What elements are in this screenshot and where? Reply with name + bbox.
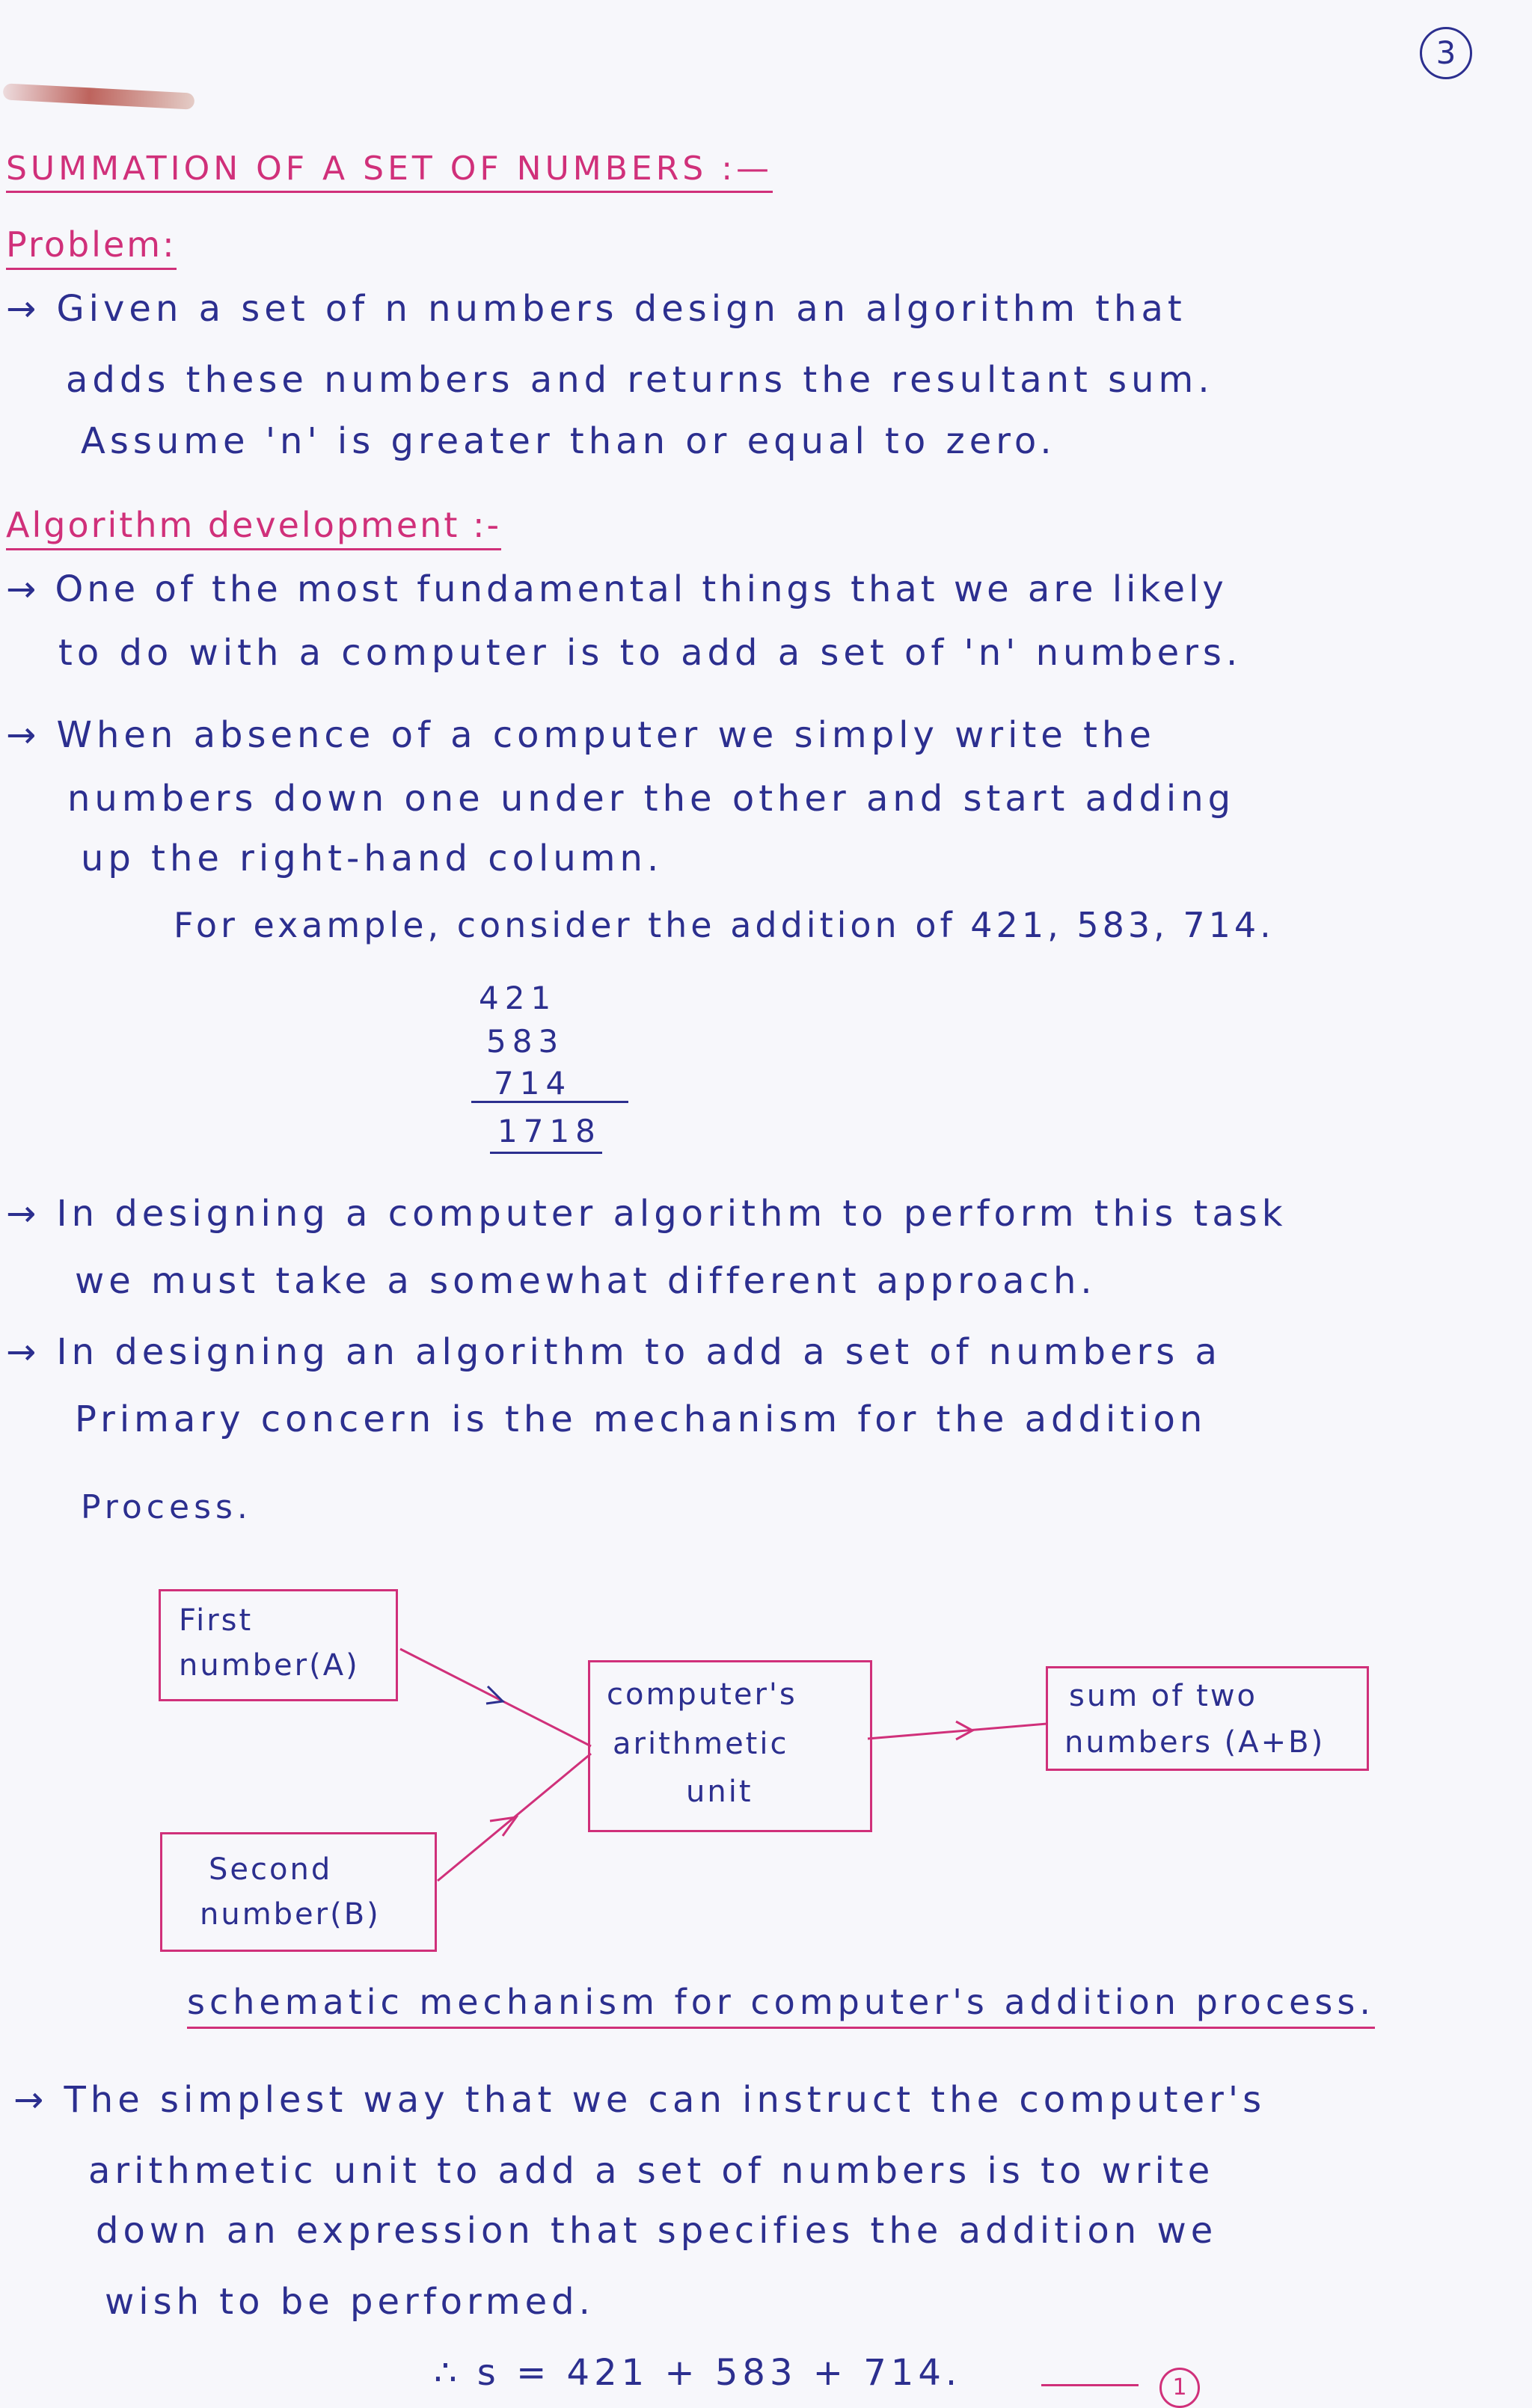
page-title: SUMMATION OF A SET OF NUMBERS :—	[6, 150, 773, 193]
closing-line-4: wish to be performed.	[105, 2281, 595, 2323]
second-number-box	[160, 1832, 437, 1952]
para2-line-2: numbers down one under the other and start adding	[67, 778, 1236, 820]
equation-number-marker: 1	[1159, 2368, 1200, 2408]
para4-line-1: → In designing an algorithm to add a set of numbers a	[6, 1331, 1222, 1373]
example-line: For example, consider the addition of 421, 583, 714.	[174, 905, 1275, 945]
addition-operand-3: 714	[494, 1065, 572, 1102]
sum-box-line-1: sum of two	[1069, 1679, 1258, 1713]
page-number: 3	[1420, 27, 1472, 79]
arithmetic-unit-box	[588, 1660, 872, 1832]
arrow-first-to-unit	[400, 1649, 591, 1746]
unit-box-line-1: computer's	[607, 1677, 797, 1712]
closing-line-3: down an expression that specifies the addition we	[96, 2210, 1218, 2252]
para2-line-3: up the right-hand column.	[81, 838, 664, 879]
equation-dash	[1041, 2384, 1139, 2386]
problem-line-1: → Given a set of n numbers design an algorithm that	[6, 288, 1186, 330]
unit-box-line-3: unit	[686, 1775, 753, 1809]
second-box-line-1: Second	[209, 1852, 333, 1887]
problem-line-2: adds these numbers and returns the resultant sum.	[66, 359, 1214, 401]
unit-box-line-2: arithmetic	[613, 1727, 789, 1761]
first-box-line-2: number(A)	[179, 1648, 360, 1683]
para1-line-1: → One of the most fundamental things that we are likely	[6, 568, 1228, 610]
closing-line-2: arithmetic unit to add a set of numbers is to write	[88, 2150, 1215, 2192]
para2-line-1: → When absence of a computer we simply write the	[6, 714, 1156, 756]
para3-line-1: → In designing a computer algorithm to perform this task	[6, 1193, 1287, 1235]
sum-box-line-2: numbers (A+B)	[1064, 1725, 1326, 1760]
diagram-caption: schematic mechanism for computer's addition process.	[187, 1982, 1375, 2029]
para4-line-3: Process.	[81, 1488, 252, 1526]
closing-line-1: → The simplest way that we can instruct the computer's	[13, 2079, 1266, 2121]
algorithm-development-heading: Algorithm development :-	[6, 505, 501, 550]
problem-heading: Problem:	[6, 224, 177, 270]
addition-result: 1718	[497, 1113, 601, 1149]
arrow-unit-to-sum	[868, 1724, 1047, 1739]
second-box-line-2: number(B)	[200, 1897, 381, 1932]
para3-line-2: we must take a somewhat different approach.	[75, 1260, 1097, 1302]
sum-expression: ∴ s = 421 + 583 + 714.	[434, 2352, 962, 2394]
sum-box	[1046, 1666, 1369, 1771]
addition-operand-2: 583	[486, 1023, 565, 1060]
problem-line-3: Assume 'n' is greater than or equal to zero.	[81, 420, 1056, 462]
first-number-box	[159, 1589, 398, 1701]
para1-line-2: to do with a computer is to add a set of 'n' numbers.	[58, 632, 1243, 674]
addition-operand-1: 421	[479, 980, 557, 1016]
first-box-line-1: First	[179, 1603, 254, 1638]
para4-line-2: Primary concern is the mechanism for the addition	[75, 1398, 1207, 1440]
